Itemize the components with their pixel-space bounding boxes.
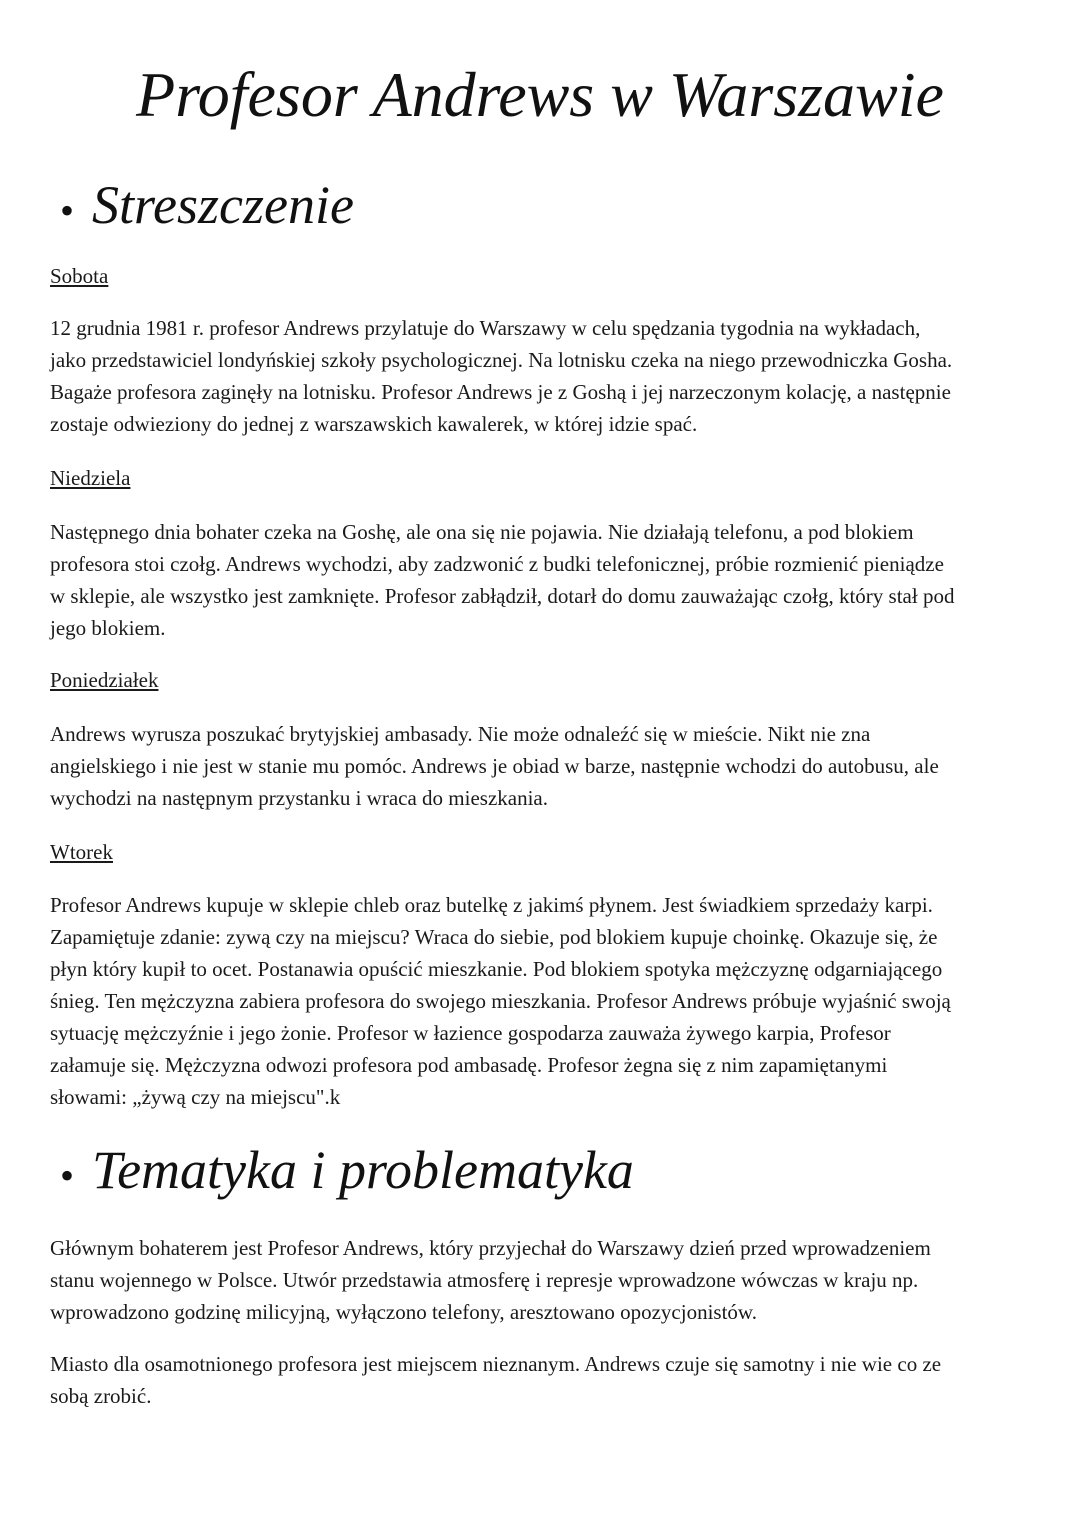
text-line: Głównym bohaterem jest Profesor Andrews, który przyjechał do Warszawy dzień przed wprowadzeniem: [50, 1236, 931, 1260]
section-heading-text: Streszczenie: [92, 175, 354, 235]
text-line: wprowadzono godzinę milicyjną, wyłączono telefony, aresztowano opozycjonistów.: [50, 1300, 757, 1324]
bullet: •: [60, 1152, 75, 1198]
section-heading-text: Tematyka i problematyka: [92, 1140, 634, 1200]
paragraph-saturday: [50, 312, 1050, 440]
text-line: w sklepie, ale wszystko jest zamknięte. Profesor zabłądził, dotarł do domu zauważając czołg, który stał pod: [50, 584, 955, 608]
bullet: •: [60, 187, 75, 233]
text-line: płyn który kupił to ocet. Postanawia opuścić mieszkanie. Pod blokiem spotyka mężczyznę odgarniającego: [50, 957, 943, 981]
text-line: jego blokiem.: [50, 616, 166, 640]
text-line: 12 grudnia 1981 r. profesor Andrews przylatuje do Warszawy w celu spędzania tygodnia na wykładach,: [50, 316, 921, 340]
day-heading-sunday: Niedziela: [50, 466, 131, 490]
text-line: angielskiego i nie jest w stanie mu pomóc. Andrews je obiad w barze, następnie wchodzi do autobusu, ale: [50, 754, 939, 778]
text-line: zostaje odwieziony do jednej z warszawskich kawalerek, w której idzie spać.: [50, 412, 698, 436]
text-line: Profesor Andrews kupuje w sklepie chleb oraz butelkę z jakimś płynem. Jest świadkiem sprzedaży karpi.: [50, 893, 933, 917]
paragraph-themes-2: [50, 1348, 1050, 1412]
text-line: śnieg. Ten mężczyzna zabiera profesora do swojego mieszkania. Profesor Andrews próbuje wyjaśnić swoją: [50, 989, 951, 1013]
paragraph-tuesday: [50, 889, 1050, 1113]
text-line: jako przedstawiciel londyńskiej szkoły psychologicznej. Na lotnisku czeka na niego przewodniczka Gosha.: [50, 348, 953, 372]
text-line: stanu wojennego w Polsce. Utwór przedstawia atmosferę i represje wprowadzone wówczas w kraju np.: [50, 1268, 919, 1292]
text-line: profesora stoi czołg. Andrews wychodzi, aby zadzwonić z budki telefonicznej, próbie rozmienić pieniądze: [50, 552, 944, 576]
day-heading-saturday: Sobota: [50, 264, 109, 288]
text-line: załamuje się. Mężczyzna odwozi profesora pod ambasadę. Profesor żegna się z nim zapamiętanymi: [50, 1053, 888, 1077]
text-line: sytuację mężczyźnie i jego żonie. Profesor w łazience gospodarza zauważa żywego karpia, Profesor: [50, 1021, 891, 1045]
page-title: Profesor Andrews w Warszawie: [136, 59, 944, 130]
text-line: sobą zrobić.: [50, 1384, 152, 1408]
text-line: Andrews wyrusza poszukać brytyjskiej ambasady. Nie może odnaleźć się w mieście. Nikt nie zna: [50, 722, 871, 746]
text-line: Bagaże profesora zaginęły na lotnisku. Profesor Andrews je z Goshą i jej narzeczonym kolację, a następnie: [50, 380, 951, 404]
paragraph-sunday: [50, 516, 1050, 644]
text-line: Zapamiętuje zdanie: zywą czy na miejscu? Wraca do siebie, pod blokiem kupuje choinkę. Okazuje się, że: [50, 925, 938, 949]
text-line: Miasto dla osamotnionego profesora jest miejscem nieznanym. Andrews czuje się samotny i nie wie co ze: [50, 1352, 942, 1376]
text-line: słowami: „żywą czy na miejscu".k: [50, 1085, 341, 1109]
paragraph-monday: [50, 718, 1050, 814]
day-heading-monday: Poniedziałek: [50, 668, 159, 692]
paragraph-themes-1: [50, 1232, 1050, 1328]
section-heading-summary: [60, 170, 354, 246]
text-line: Następnego dnia bohater czeka na Goshę, ale ona się nie pojawia. Nie działają telefonu, a pod blokiem: [50, 520, 914, 544]
text-line: wychodzi na następnym przystanku i wraca do mieszkania.: [50, 786, 549, 810]
day-heading-tuesday: Wtorek: [50, 840, 113, 864]
section-heading-themes: [60, 1135, 634, 1211]
